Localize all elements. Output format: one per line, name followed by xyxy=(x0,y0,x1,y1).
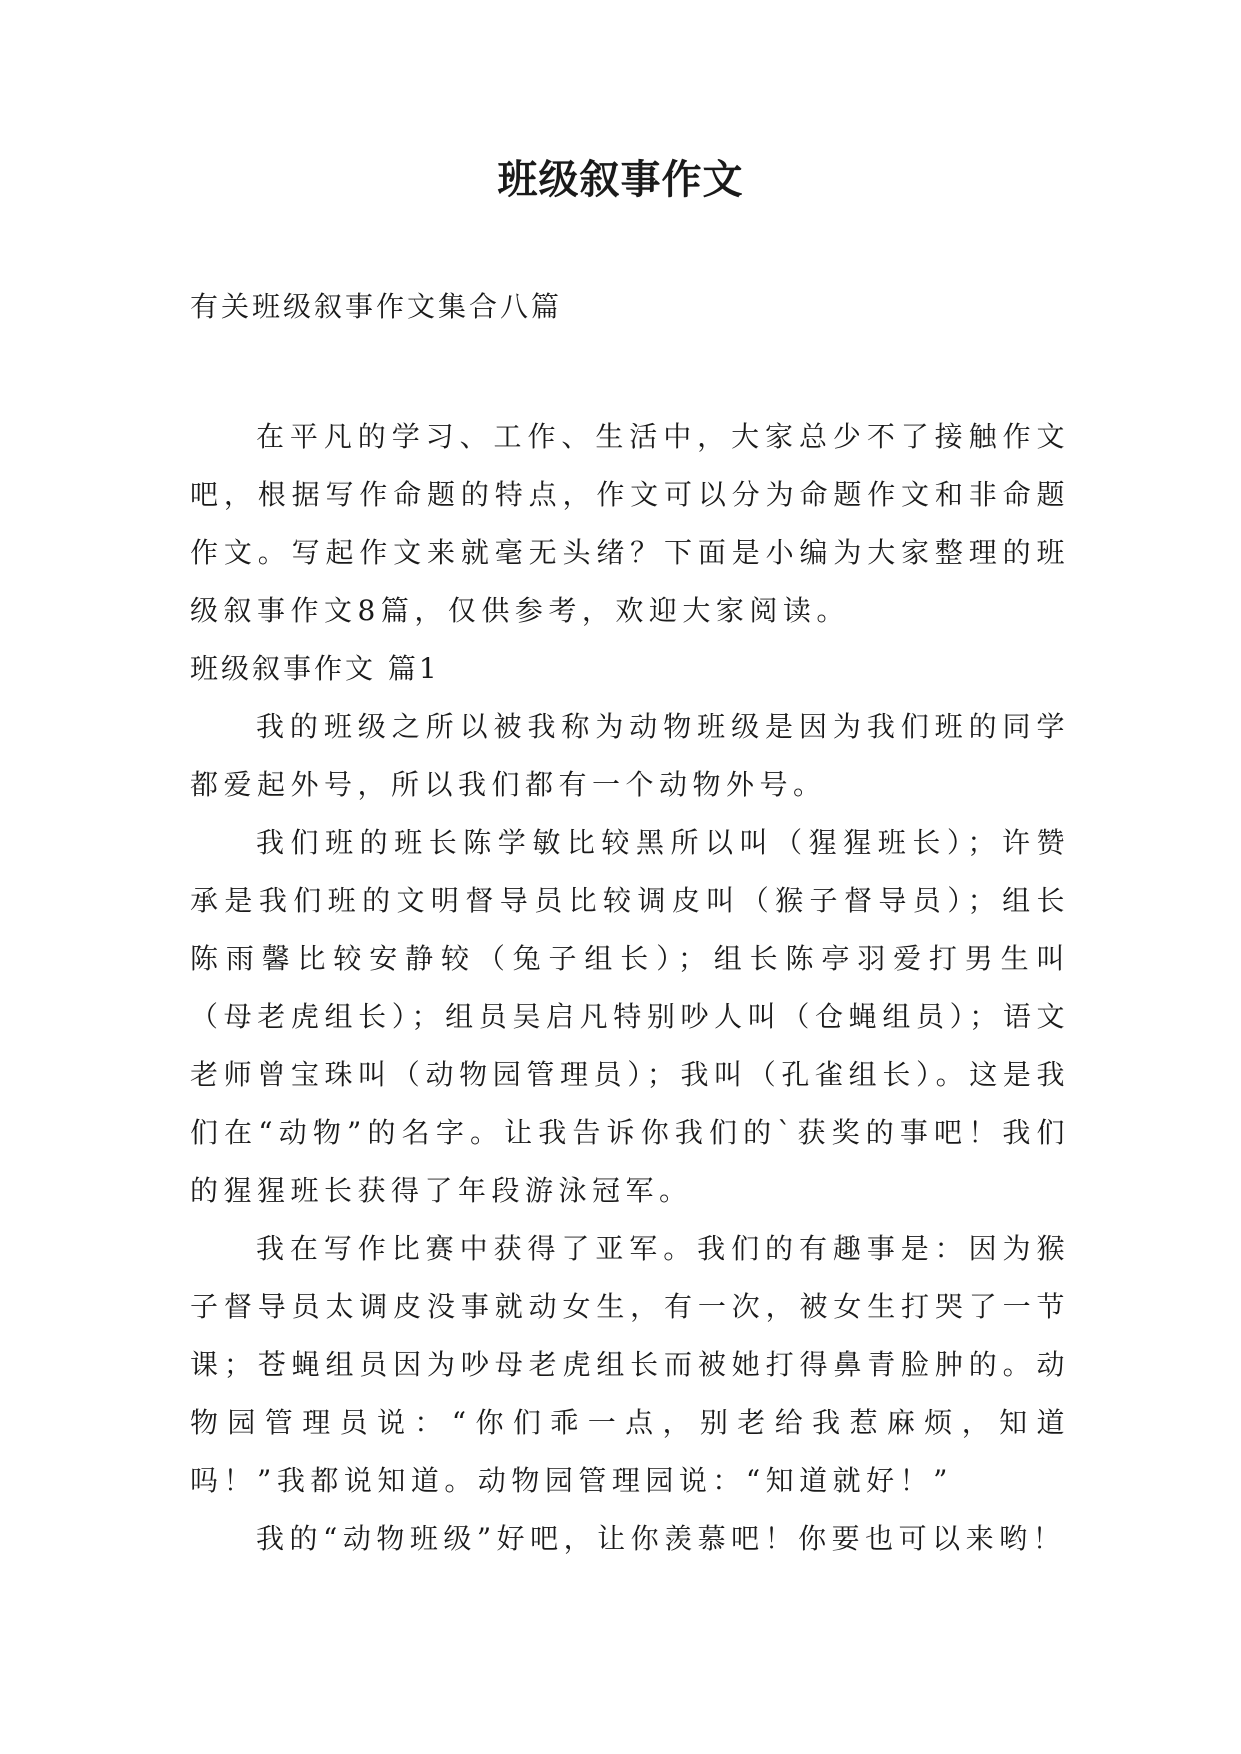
intro-paragraph: 在平凡的学习、工作、生活中，大家总少不了接触作文吧，根据写作命题的特点，作文可以分为命题作文和非命题作文。写起作文来就毫无头绪？下面是小编为大家整理的班级叙事作文8篇，仅供参考，欢迎大家阅读。 xyxy=(190,420,1070,627)
document-subtitle: 有关班级叙事作文集合八篇 xyxy=(190,290,563,323)
body-paragraph: 我的“动物班级”好吧，让你羡慕吧！你要也可以来哟！ xyxy=(256,1522,1067,1555)
body-paragraph: 我在写作比赛中获得了亚军。我们的有趣事是：因为猴子督导员太调皮没事就动女生，有一次，被女生打哭了一节课；苍蝇组员因为吵母老虎组长而被她打得鼻青脸肿的。动物园管理员说：“你们乖一点，别老给我惹麻烦，知道吗！”我都说知道。动物园管理园说：“知道就好！” xyxy=(190,1232,1070,1497)
body-paragraph: 我的班级之所以被我称为动物班级是因为我们班的同学都爱起外号，所以我们都有一个动物外号。 xyxy=(190,710,1070,801)
section-heading: 班级叙事作文 篇1 xyxy=(190,652,440,685)
body-paragraph: 我们班的班长陈学敏比较黑所以叫（猩猩班长）；许赞承是我们班的文明督导员比较调皮叫（猴子督导员）；组长陈雨馨比较安静较（兔子组长）；组长陈亭羽爱打男生叫（母老虎组长）；组员吴启凡特别吵人叫（仓蝇组员）；语文老师曾宝珠叫（动物园管理员）；我叫（孔雀组长）。这是我们在“动物”的名字。让我告诉你我们的`获奖的事吧！我们的猩猩班长获得了年段游泳冠军。 xyxy=(190,826,1070,1207)
document-title: 班级叙事作文 xyxy=(497,156,744,203)
document-body xyxy=(190,408,1070,1568)
